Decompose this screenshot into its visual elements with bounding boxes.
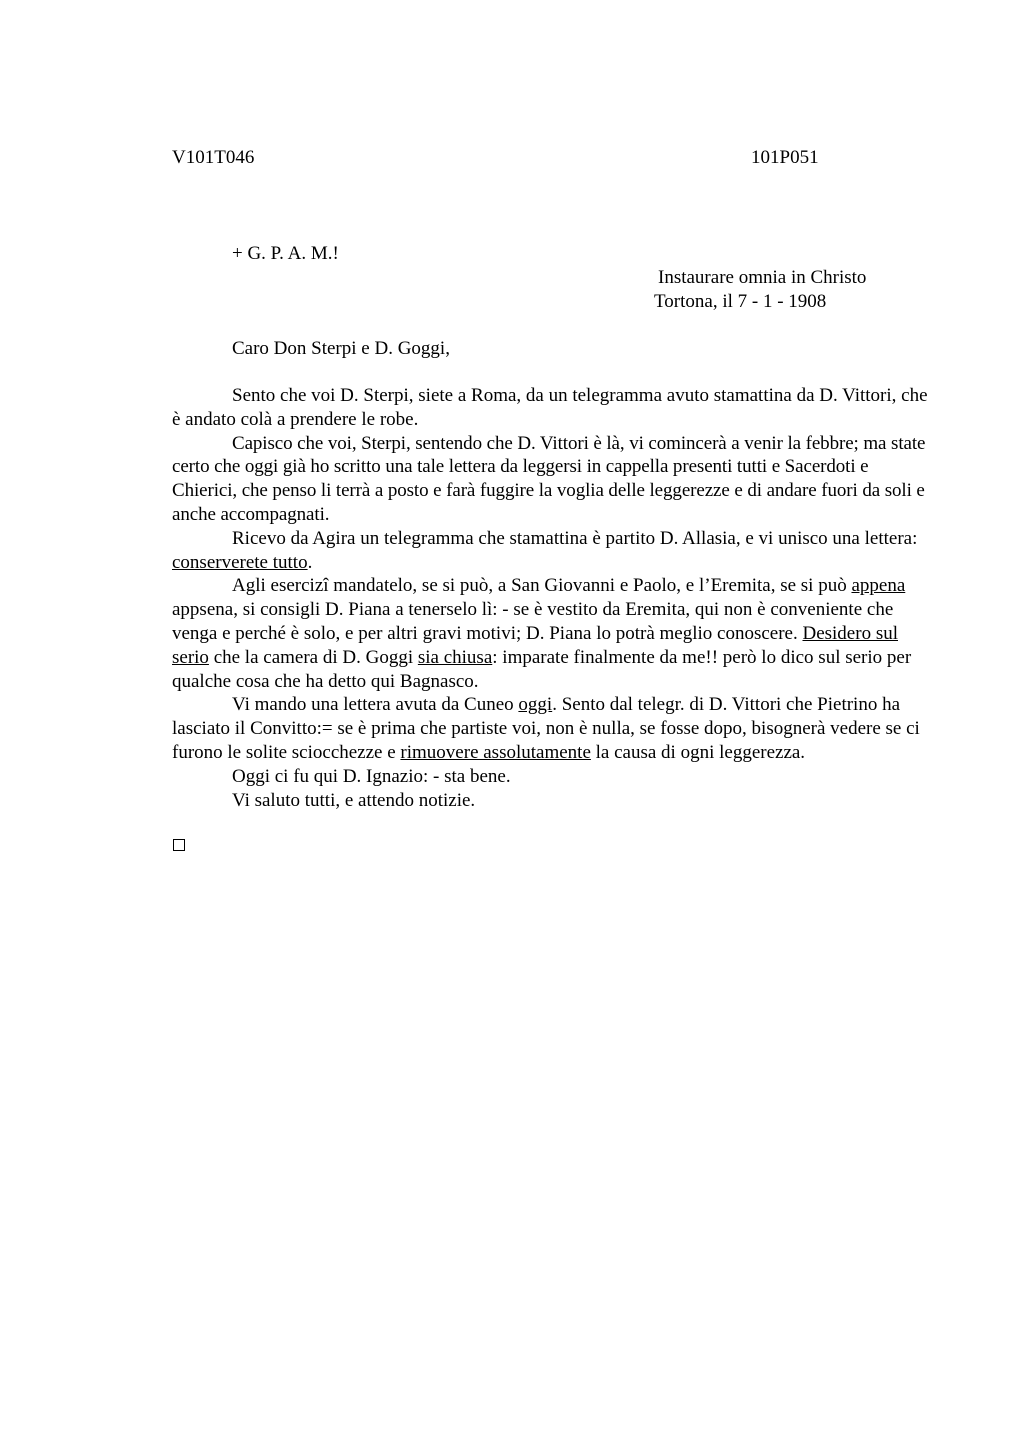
paragraph-2 xyxy=(172,432,928,527)
paragraph-6 xyxy=(172,765,928,789)
paragraph-5 xyxy=(172,693,928,764)
paragraph-4-text-c: appsena, si consigli D. Piana a tenerselo lì: - se è vestito da Eremita, qui non è conveniente che venga e perché è solo, e per altri gravi motivi; D. Piana lo potrà meglio conoscere. xyxy=(172,599,894,644)
paragraph-4 xyxy=(172,574,928,693)
paragraph-3-end: . xyxy=(307,551,313,573)
paragraph-2-text: Capisco che voi, Sterpi, sentendo che D. Vittori è là, vi comincerà a venir la febbre; ma state certo che oggi già ho scritto una tale lettera da leggersi in cappella presenti tutti e Sacerdoti e Chierici, che penso li terrà a posto e farà fuggire la voglia delle leggerezze e di andare fuori da soli e anche accompagnati. xyxy=(172,432,926,525)
paragraph-5-text-b: . Sento dal telegr. di D. Vittori che Pietrino ha lasciato il Convitto:= se è prima che partiste voi, non è nulla, se fosse dopo, bisognerà vedere se ci furono le solite sciocchezze e xyxy=(172,694,920,763)
paragraph-1 xyxy=(172,384,928,432)
letter-motto: Instaurare omnia in Christo xyxy=(658,267,867,288)
underlined-rimuovere-assolutamente: rimuovere assolutamente xyxy=(400,741,591,763)
letter-invocation: + G. P. A. M.! xyxy=(232,243,339,264)
underlined-conserverete-tutto: conserverete tutto xyxy=(172,551,308,573)
end-marker-box xyxy=(173,839,185,851)
paragraph-5-text-c: la causa di ogni leggerezza. xyxy=(590,741,806,763)
letter-body xyxy=(172,384,928,812)
paragraph-7-text: Vi saluto tutti, e attendo notizie. xyxy=(232,789,476,811)
letter-salutation: Caro Don Sterpi e D. Goggi, xyxy=(232,338,450,359)
paragraph-3-text: Ricevo da Agira un telegramma che stamattina è partito D. Allasia, e vi unisco una lettera: xyxy=(232,527,918,549)
paragraph-1-text: Sento che voi D. Sterpi, siete a Roma, da un telegramma avuto stamattina da D. Vittori, che è andato colà a prendere le robe. xyxy=(172,385,928,430)
letter-place-date: Tortona, il 7 - 1 - 1908 xyxy=(654,291,827,312)
underlined-oggi: oggi xyxy=(518,694,553,716)
paragraph-6-text: Oggi ci fu qui D. Ignazio: - sta bene. xyxy=(232,765,511,787)
paragraph-4-text-d: che la camera di D. Goggi xyxy=(208,646,418,668)
underlined-sia-chiusa: sia chiusa xyxy=(417,646,493,668)
document-code-right: 101P051 xyxy=(751,147,819,168)
underlined-desidero-sul-serio: Desidero sul serio xyxy=(172,622,898,668)
paragraph-5-text-a: Vi mando una lettera avuta da Cuneo xyxy=(232,694,519,716)
document-code-left: V101T046 xyxy=(172,147,255,168)
paragraph-3 xyxy=(172,527,928,575)
underlined-appena: appena xyxy=(851,575,906,597)
paragraph-4-text-e: : imparate finalmente da me!! però lo dico sul serio per qualche cosa che ha detto qui Bagnasco. xyxy=(172,646,912,692)
paragraph-4-text-a: Agli esercizi xyxy=(232,575,329,597)
paragraph-4-text-b: mandatelo, se si può, a San Giovanni e Paolo, e l’Eremita, se si può xyxy=(328,575,852,597)
paragraph-7 xyxy=(172,789,928,813)
